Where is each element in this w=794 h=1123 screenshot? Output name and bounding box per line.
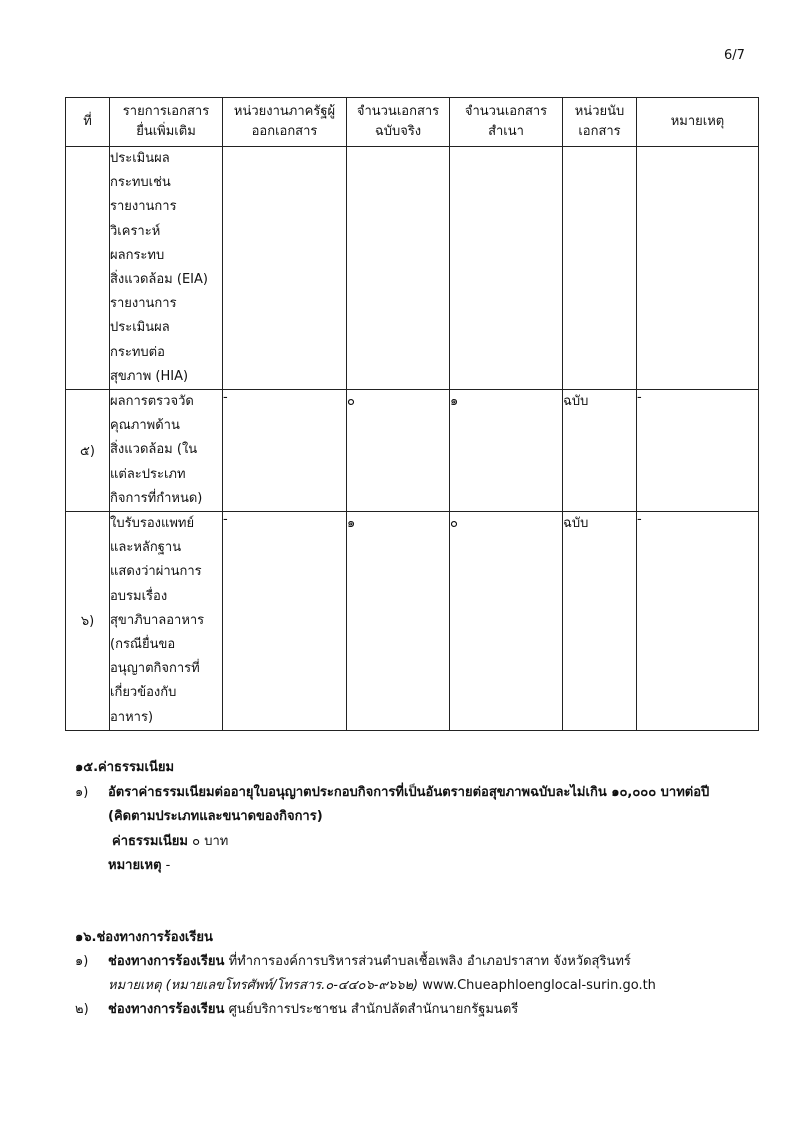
row-doc-name: ผลการตรวจวัด คุณภาพด้าน สิ่งแวดล้อม (ใน แต่ละประเภท กิจการที่กำหนด) [110, 390, 223, 512]
row-issuer: - [223, 512, 347, 731]
fee-label: ค่าธรรมเนียม [112, 834, 188, 849]
row-doc-name: ประเมินผล กระทบเช่น รายงานการ วิเคราะห์ ผลกระทบ สิ่งแวดล้อม (EIA) รายงานการ ประเมินผล กระทบต่อ สุขภาพ (HIA) [110, 147, 223, 390]
header-copy: จำนวนเอกสาร สำเนา [450, 98, 563, 147]
row-original: ๐ [347, 390, 450, 512]
fee-amount [112, 830, 228, 851]
header-issuer: หน่วยงานภาครัฐผู้ ออกเอกสาร [223, 98, 347, 147]
row-unit: ฉบับ [563, 390, 637, 512]
header-doc-list: รายการเอกสาร ยื่นเพิ่มเติม [110, 98, 223, 147]
row-no: ๖) [66, 512, 110, 731]
header-unit: หน่วยนับ เอกสาร [563, 98, 637, 147]
complaint-item-number: ๑) [75, 954, 89, 969]
row-unit [563, 147, 637, 390]
complaint-channel-2 [108, 998, 518, 1019]
table-row [66, 390, 759, 512]
fees-description: อัตราค่าธรรมเนียมต่ออายุใบอนุญาตประกอบกิจการที่เป็นอันตรายต่อสุขภาพฉบับละไม่เกิน ๑๐,๐๐๐ บาทต่อปี [108, 785, 710, 800]
row-no [66, 147, 110, 390]
complaint-channel-text: ศูนย์บริการประชาชน สำนักปลัดสำนักนายกรัฐมนตรี [228, 1002, 519, 1017]
fees-description-note: (คิดตามประเภทและขนาดของกิจการ) [108, 809, 323, 824]
complaint-channel-1 [108, 950, 631, 971]
row-issuer [223, 147, 347, 390]
row-original [347, 147, 450, 390]
fee-remark-label: หมายเหตุ [108, 858, 162, 873]
complaint-channel-text: ที่ทำการองค์การบริหารส่วนตำบลเชื้อเพลิง อำเภอปราสาท จังหวัดสุรินทร์ [228, 954, 631, 969]
row-issuer: - [223, 390, 347, 512]
table-row [66, 512, 759, 731]
complaint-phone-remark: หมายเหตุ (หมายเลขโทรศัพท์/โทรสาร.๐-๔๔๐๖-๙๖๖๒) [108, 978, 419, 993]
complaint-website: www.Chueaphloenglocal-surin.go.th [422, 978, 656, 993]
table-header-row [66, 98, 759, 147]
fees-item-number: ๑) [75, 785, 89, 800]
header-no: ที่ [66, 98, 110, 147]
complaint-channel-label: ช่องทางการร้องเรียน [108, 954, 225, 969]
row-remark: - [637, 512, 759, 731]
row-remark: - [637, 390, 759, 512]
row-unit: ฉบับ [563, 512, 637, 731]
row-copy: ๐ [450, 512, 563, 731]
complaint-item-number: ๒) [75, 1002, 89, 1017]
page-number: 6/7 [724, 48, 745, 63]
fee-value: ๐ บาท [192, 834, 229, 849]
fee-remark [108, 854, 170, 875]
row-original: ๑ [347, 512, 450, 731]
complaints-section-title: ๑๖.ช่องทางการร้องเรียน [75, 930, 213, 945]
header-original: จำนวนเอกสาร ฉบับจริง [347, 98, 450, 147]
row-copy: ๑ [450, 390, 563, 512]
row-doc-name: ใบรับรองแพทย์ และหลักฐาน แสดงว่าผ่านการ อบรมเรื่อง สุขาภิบาลอาหาร (กรณียื่นขอ อนุญาตกิจการที่ เกี่ยวข้องกับ อาหาร) [110, 512, 223, 731]
row-copy [450, 147, 563, 390]
fee-remark-value: - [165, 858, 171, 873]
row-remark [637, 147, 759, 390]
row-no: ๕) [66, 390, 110, 512]
document-table [65, 97, 759, 731]
fees-section-title: ๑๕.ค่าธรรมเนียม [75, 760, 175, 775]
complaint-channel-label: ช่องทางการร้องเรียน [108, 1002, 225, 1017]
table-row [66, 147, 759, 390]
header-remark: หมายเหตุ [637, 98, 759, 147]
complaint-channel-1-remark [108, 974, 656, 995]
